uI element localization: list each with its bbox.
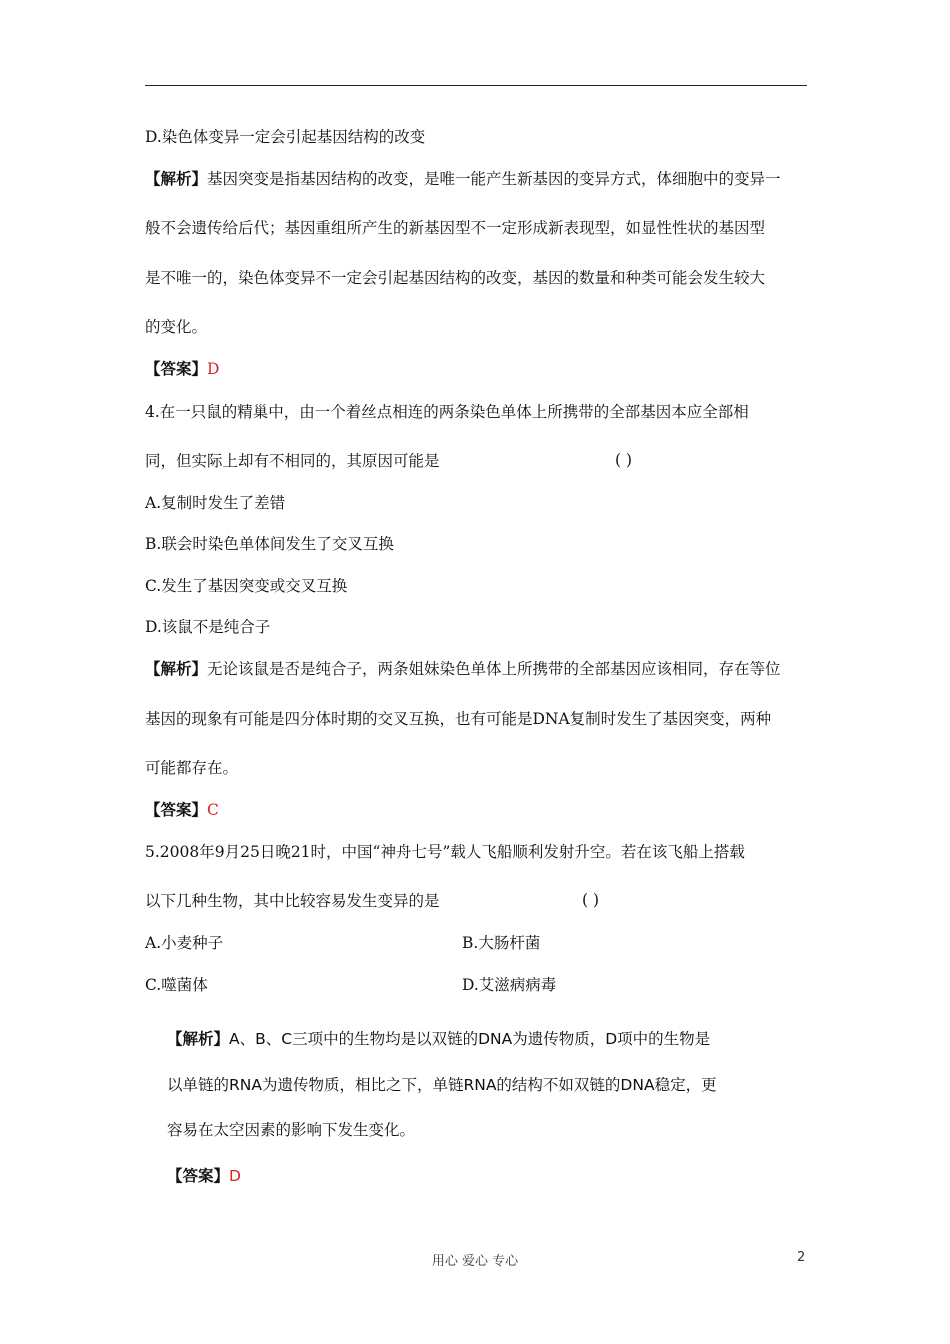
q5-stem-line-1: 5.2008年9月25日晚21时，中国“神舟七号”载人飞船顺利发射升空。若在该飞船上搭载 <box>145 843 745 861</box>
q5-analysis-line-2: 以单链的RNA为遗传物质，相比之下，单链RNA的结构不如双链的DNA稳定，更 <box>167 1076 717 1094</box>
q4-analysis-line-1: 【解析】无论该鼠是否是纯合子，两条姐妹染色单体上所携带的全部基因应该相同，存在等位 <box>145 659 781 678</box>
answer-tag: 【答案】 <box>145 359 208 378</box>
q3-option-d: D.染色体变异一定会引起基因结构的改变 <box>145 128 426 146</box>
analysis-tag: 【解析】 <box>167 1030 230 1048</box>
q5-stem-line-2: 以下几种生物，其中比较容易发生变异的是 <box>145 892 440 910</box>
q5-answer <box>167 1166 241 1186</box>
q5-option-b: B.大肠杆菌 <box>462 934 541 952</box>
q3-analysis-line-1: 【解析】基因突变是指基因结构的改变，是唯一能产生新基因的变异方式，体细胞中的变异一 <box>145 169 781 188</box>
q4-option-d: D.该鼠不是纯合子 <box>145 618 271 636</box>
q4-option-a: A.复制时发生了差错 <box>145 494 286 512</box>
q3-answer <box>145 359 219 379</box>
q4-option-c: C.发生了基因突变或交叉互换 <box>145 577 348 595</box>
q4-analysis-line-2: 基因的现象有可能是四分体时期的交叉互换，也有可能是DNA复制时发生了基因突变，两种 <box>145 710 772 728</box>
answer-value: D <box>229 1167 241 1185</box>
q5-analysis-line-3: 容易在太空因素的影响下发生变化。 <box>167 1121 416 1139</box>
q4-analysis-line-3: 可能都存在。 <box>145 759 239 777</box>
answer-tag: 【答案】 <box>167 1167 230 1185</box>
q4-answer <box>145 800 219 820</box>
q3-analysis-line-2: 般不会遗传给后代；基因重组所产生的新基因型不一定形成新表现型，如显性性状的基因型 <box>145 219 766 237</box>
answer-value: C <box>207 801 219 819</box>
analysis-tag: 【解析】 <box>145 659 208 678</box>
page-number: 2 <box>797 1250 806 1265</box>
q4-option-b: B.联会时染色单体间发生了交叉互换 <box>145 535 394 553</box>
footer-slogan: 用心 爱心 专心 <box>431 1254 519 1269</box>
q5-option-d: D.艾滋病病毒 <box>462 976 557 994</box>
answer-value: D <box>207 360 220 378</box>
q3-analysis-line-3: 是不唯一的，染色体变异不一定会引起基因结构的改变，基因的数量和种类可能会发生较大 <box>145 269 766 287</box>
header-rule <box>145 85 807 86</box>
analysis-tag: 【解析】 <box>145 169 208 188</box>
q5-analysis-line-1: 【解析】A、B、C三项中的生物均是以双链的DNA为遗传物质，D项中的生物是 <box>167 1030 711 1048</box>
q5-option-c: C.噬菌体 <box>145 976 208 994</box>
q4-answer-blank: ( ) <box>615 451 633 469</box>
q4-stem-line-1: 4.在一只鼠的精巢中，由一个着丝点相连的两条染色单体上所携带的全部基因本应全部相 <box>145 403 749 421</box>
answer-tag: 【答案】 <box>145 800 208 819</box>
q4-stem-line-2: 同，但实际上却有不相同的，其原因可能是 <box>145 452 440 470</box>
q3-analysis-line-4: 的变化。 <box>145 318 208 336</box>
q5-answer-blank: ( ) <box>582 891 600 909</box>
q5-option-a: A.小麦种子 <box>145 934 224 952</box>
